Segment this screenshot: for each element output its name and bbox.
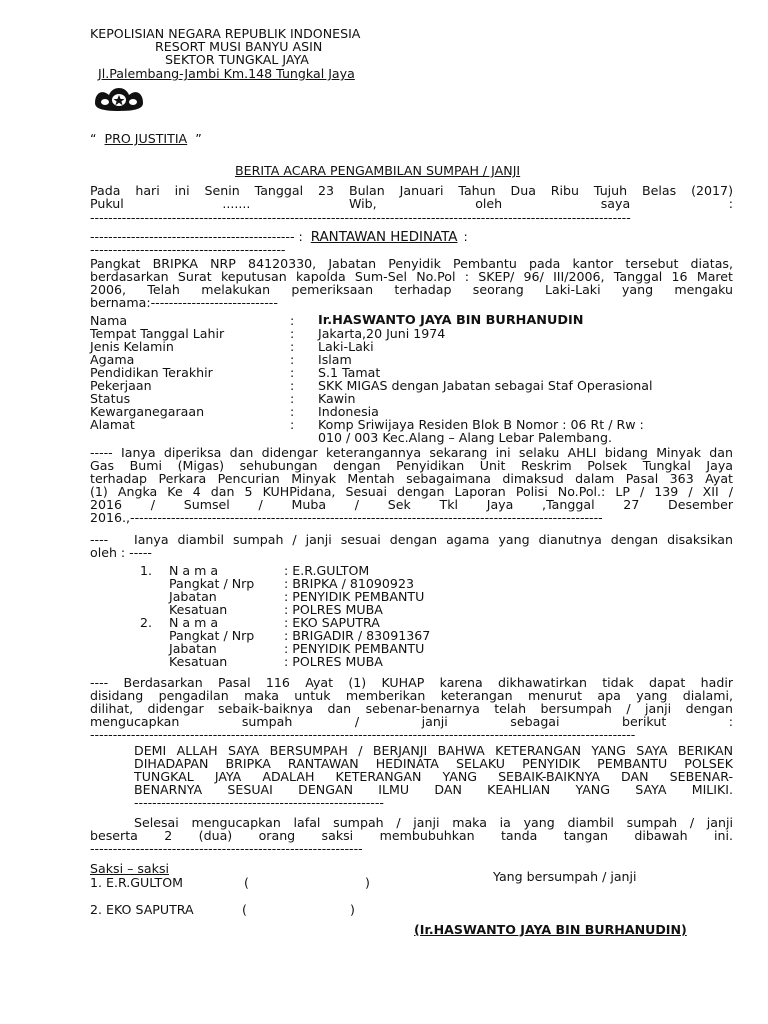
para2-line: terhadap Perkara Pencurian Minyak Mentah sebagaimana dimaksud dalam Pasal 363 Ayat: [90, 471, 733, 486]
identity-value: SKK MIGAS dengan Jabatan sebagai Staf Operasional: [318, 378, 653, 393]
sworn-label: Yang bersumpah / janji: [493, 869, 637, 884]
para4-line: ---- Berdasarkan Pasal 116 Ayat (1) KUHAP karena dikhawatirkan tidak dapat hadir: [90, 675, 733, 690]
officer-dashes: --------------------------------------------- :: [90, 229, 303, 244]
identity-value: S.1 Tamat: [318, 365, 381, 380]
pro-justitia-label: PRO JUSTITIA: [104, 131, 188, 146]
saksi-1-sign-close: ): [365, 875, 370, 890]
identity-label: Pendidikan Terakhir: [90, 365, 213, 380]
witness-label: N a m a: [169, 615, 219, 630]
identity-colon: :: [290, 365, 295, 380]
identity-value-name: Ir.HASWANTO JAYA BIN BURHANUDIN: [318, 313, 584, 328]
identity-value: Indonesia: [318, 404, 379, 419]
quote-close: ”: [195, 131, 202, 146]
oath-line: DIHADAPAN BRIPKA RANTAWAN HEDINATA SELAKU PENYIDIK PEMBANTU POLSEK: [134, 756, 733, 771]
para1-line: berdasarkan Surat keputusan kapolda Sum-Sel No.Pol : SKEP/ 96/ III/2006, Tanggal 16 Maret: [90, 269, 733, 284]
para3-prefix: ----: [90, 532, 109, 547]
dash-line: -------------------------------------------: [90, 243, 286, 256]
para5-line: ------------------------------------------------------------: [90, 842, 363, 855]
identity-colon: :: [290, 352, 295, 367]
oath-line: BENARNYA SESUAI DENGAN ILMU DAN KEAHLIAN YANG SAYA MILIKI.: [134, 782, 733, 797]
identity-label: Tempat Tanggal Lahir: [90, 326, 225, 341]
witness-label: Pangkat / Nrp: [169, 628, 255, 643]
witness-value: : PENYIDIK PEMBANTU: [284, 641, 425, 656]
para1-line: bernama:----------------------------: [90, 295, 278, 310]
para2-line: 2016 / Sumsel / Muba / Sek Tkl Jaya ,Tanggal 27 Desember: [90, 497, 733, 512]
officer-line: [90, 230, 468, 244]
dash-line: -----------------------------------------------------------------------------------------------------------------------: [90, 211, 631, 224]
identity-label: Status: [90, 391, 131, 406]
para3-line: oleh : -----: [90, 545, 152, 560]
pro-justitia: [90, 132, 202, 145]
witness-number: 1.: [140, 563, 153, 578]
witness-label: N a m a: [169, 563, 219, 578]
opening-line-1: Pada hari ini Senin Tanggal 23 Bulan Januari Tahun Dua Ribu Tujuh Belas (2017): [90, 183, 733, 198]
witness-number: 2.: [140, 615, 153, 630]
saksi-2-sign-open: (: [242, 902, 247, 917]
identity-colon: :: [290, 313, 295, 328]
para1-line: Pangkat BRIPKA NRP 84120330, Jabatan Penyidik Pembantu pada kantor tersebut diatas,: [90, 256, 733, 271]
identity-value: Jakarta,20 Juni 1974: [318, 326, 446, 341]
witness-value: : BRIGADIR / 83091367: [284, 628, 431, 643]
para4-line: dilihat, didengar sebaik-baiknya dan sebenar-benarnya telah bersumpah / janji dengan: [90, 701, 733, 716]
witness-value: : BRIPKA / 81090923: [284, 576, 414, 591]
identity-address-cont: 010 / 003 Kec.Alang – Alang Lebar Palembang.: [318, 430, 612, 445]
officer-name: RANTAWAN HEDINATA: [310, 230, 458, 245]
identity-value: Laki-Laki: [318, 339, 374, 354]
police-emblem-icon: [93, 86, 145, 112]
para3-line: Ianya diambil sumpah / janji sesuai dengan agama yang dianutnya dengan disaksikan: [134, 532, 733, 547]
identity-label: Agama: [90, 352, 135, 367]
identity-label: Pekerjaan: [90, 378, 152, 393]
header-address: Jl.Palembang-Jambi Km.148 Tungkal Jaya: [98, 66, 355, 81]
officer-colon: :: [463, 229, 468, 244]
identity-value: Kawin: [318, 391, 356, 406]
witness-value: : POLRES MUBA: [284, 602, 383, 617]
identity-colon: :: [290, 417, 295, 432]
para2-line: ----- Ianya diperiksa dan didengar keterangannya sekarang ini selaku AHLI bidang Minyak dan: [90, 445, 733, 460]
para2-line: Gas Bumi (Migas) sehubungan dengan Penyidikan Unit Reskrim Polsek Tungkal Jaya: [90, 458, 733, 473]
identity-colon: :: [290, 378, 295, 393]
header-sector: SEKTOR TUNGKAL JAYA: [165, 52, 309, 67]
para2-line: (1) Angka Ke 4 dan 5 KUHPidana, Sesuai dengan Laporan Polisi No.Pol.: LP / 139 / XII /: [90, 484, 733, 499]
witness-value: : EKO SAPUTRA: [284, 615, 380, 630]
saksi-1-name: 1. E.R.GULTOM: [90, 875, 184, 890]
header-institution: KEPOLISIAN NEGARA REPUBLIK INDONESIA: [90, 26, 361, 41]
para4-line: ------------------------------------------------------------------------------------------------------------------------: [90, 728, 636, 741]
witness-value: : POLRES MUBA: [284, 654, 383, 669]
oath-line: TUNGKAL JAYA ADALAH KETERANGAN YANG SEBAIK-BAIKNYA DAN SEBENAR-: [134, 769, 733, 784]
saksi-2-name: 2. EKO SAPUTRA: [90, 902, 194, 917]
identity-value: Islam: [318, 352, 352, 367]
witness-label: Jabatan: [169, 589, 217, 604]
witness-label: Kesatuan: [169, 654, 228, 669]
identity-label: Alamat: [90, 417, 135, 432]
identity-label: Kewarganegaraan: [90, 404, 205, 419]
para5-line: Selesai mengucapkan lafal sumpah / janji maka ia yang diambil sumpah / janji: [134, 815, 733, 830]
opening-line-2: Pukul ....... Wib, oleh saya :: [90, 196, 733, 211]
para2-line: 2016.,--------------------------------------------------------------------------------------------------------: [90, 511, 603, 524]
identity-label: Nama: [90, 313, 128, 328]
identity-label: Jenis Kelamin: [90, 339, 174, 354]
oath-line: -------------------------------------------------------: [134, 796, 384, 809]
header-resort: RESORT MUSI BANYU ASIN: [155, 39, 323, 54]
identity-colon: :: [290, 391, 295, 406]
para4-line: disidang pengadilan maka untuk memberikan keterangan menurut apa yang dialami,: [90, 688, 733, 703]
witness-label: Jabatan: [169, 641, 217, 656]
witness-value: : E.R.GULTOM: [284, 563, 370, 578]
identity-value: Komp Sriwijaya Residen Blok B Nomor : 06 Rt / Rw :: [318, 417, 644, 432]
quote-open: “: [90, 131, 97, 146]
witness-value: : PENYIDIK PEMBANTU: [284, 589, 425, 604]
saksi-title: Saksi – saksi: [90, 861, 169, 876]
para5-line: beserta 2 (dua) orang saksi membubuhkan tanda tangan dibawah ini.: [90, 828, 733, 843]
witness-label: Pangkat / Nrp: [169, 576, 255, 591]
witness-label: Kesatuan: [169, 602, 228, 617]
para4-line: mengucapkan sumpah / janji sebagai berikut :: [90, 714, 733, 729]
identity-colon: :: [290, 404, 295, 419]
sworn-name: (Ir.HASWANTO JAYA BIN BURHANUDIN): [414, 922, 687, 937]
document-title: BERITA ACARA PENGAMBILAN SUMPAH / JANJI: [235, 163, 521, 178]
saksi-2-sign-close: ): [350, 902, 355, 917]
saksi-1-sign-open: (: [244, 875, 249, 890]
oath-line: DEMI ALLAH SAYA BERSUMPAH / BERJANJI BAHWA KETERANGAN YANG SAYA BERIKAN: [134, 743, 733, 758]
para1-line: 2006, Telah melakukan pemeriksaan terhadap seorang Laki-Laki yang mengaku: [90, 282, 733, 297]
identity-colon: :: [290, 326, 295, 341]
identity-colon: :: [290, 339, 295, 354]
